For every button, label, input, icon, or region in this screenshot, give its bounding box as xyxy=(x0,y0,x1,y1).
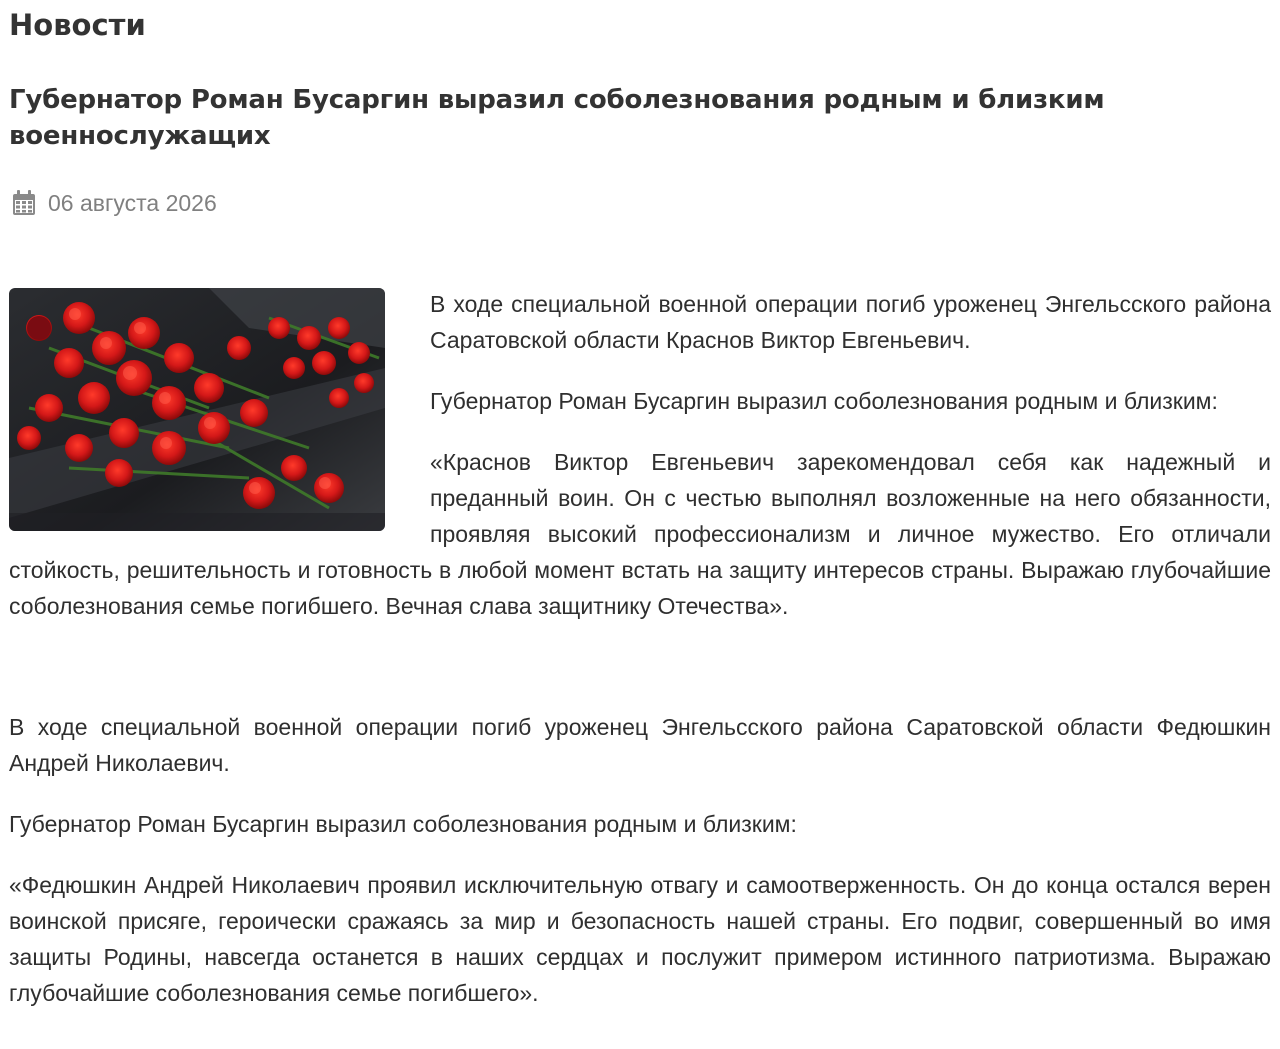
article-date: 06 августа 2026 xyxy=(48,189,217,216)
paragraph-block2-1: В ходе специальной военной операции погиб уроженец Энгельсского района Саратовской области Федюшкин Андрей Николаевич. xyxy=(9,714,1271,776)
paragraph-spacer xyxy=(9,649,1271,709)
paragraph-block1-1: В ходе специальной военной операции погиб уроженец Энгельсского района Саратовской области Краснов Виктор Евгеньевич. xyxy=(430,291,1271,353)
paragraph-block2-3: «Федюшкин Андрей Николаевич проявил исключительную отвагу и самоотверженность. Он до конца остался верен воинской присяге, героически сражаясь за мир и безопасность нашей страны. Его подвиг, совершенный во имя защиты Родины, навсегда останется в наших сердцах и послужит примером истинного патриотизма. Выражаю глубочайшие соболезнования семье погибшего». xyxy=(9,872,1271,1006)
article-body xyxy=(9,286,1271,1011)
calendar-icon xyxy=(11,189,37,217)
paragraph-block1-3: «Краснов Виктор Евгеньевич зарекомендовал себя как надежный и преданный воин. Он с честью выполнял возложенные на него обязанности, проявляя высокий профессионализм и личное мужество. Его отличали стойкость, решительность и готовность в любой момент встать на защиту интересов страны. Выражаю глубочайшие соболезнования семье погибшего. Вечная слава защитнику Отечества». xyxy=(9,449,1271,619)
article-title: Губернатор Роман Бусаргин выразил соболезнования родным и близким военнослужащих xyxy=(9,85,1105,151)
paragraph-block2-2: Губернатор Роман Бусаргин выразил соболезнования родным и близким: xyxy=(9,811,797,837)
article-photo xyxy=(9,288,385,531)
paragraph-block1-2: Губернатор Роман Бусаргин выразил соболезнования родным и близким: xyxy=(430,388,1218,414)
section-title: Новости xyxy=(9,8,146,42)
article-date-row xyxy=(9,187,1271,219)
